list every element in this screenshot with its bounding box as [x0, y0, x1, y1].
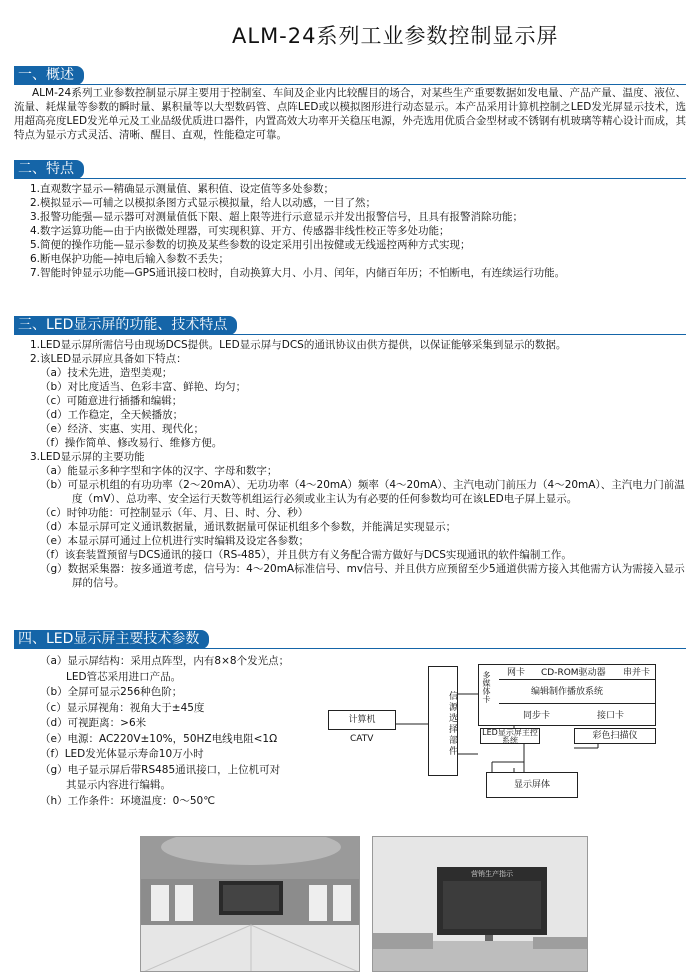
- list-item: （b）对比度适当、色彩丰富、鲜艳、均匀；: [40, 381, 247, 393]
- list-item: 1.直观数字显示—精确显示测量值、累积值、设定值等多处参数；: [30, 183, 335, 195]
- list-item: 5.简便的操作功能—显示参数的切换及某些参数的设定采用引出按健或无线遥控两种方式实现；: [30, 239, 471, 251]
- catv-label: CATV: [350, 734, 374, 744]
- display-body-box: 显示屏体: [486, 772, 578, 798]
- list-item: （e）本显示屏可通过上位机进行实时编辑及设定各参数；: [40, 535, 309, 547]
- list-item: （c）显示屏视角：视角大于±45度: [40, 701, 205, 714]
- list-item: （f）LED发光体显示寿命10万小时: [40, 748, 204, 760]
- section-rule: [14, 648, 686, 649]
- section-heading-overview: 一、概述: [14, 66, 84, 85]
- computer-box: 计算机: [328, 710, 396, 730]
- list-item: （c）可随意进行插播和编辑；: [40, 395, 183, 407]
- outdoor-sign-text: 营销生产指示: [471, 870, 513, 878]
- list-item: 其显示内容进行编辑。: [66, 779, 171, 791]
- color-scanner-box: 彩色扫描仪: [574, 728, 656, 744]
- section-rule: [14, 334, 686, 335]
- list-item: （a）能显示多种字型和字体的汉字、字母和数字；: [40, 465, 278, 477]
- sync-card-label: 同步卡: [523, 711, 551, 721]
- section-heading-led-functions: 三、LED显示屏的功能、技术特点: [14, 316, 237, 335]
- pc-card-box: [478, 664, 656, 726]
- list-item: （a）技术先进，造型美观；: [40, 367, 173, 379]
- section-rule: [14, 178, 686, 179]
- cdrom-label: CD-ROM驱动器: [541, 668, 606, 678]
- outdoor-illustration: [373, 837, 588, 972]
- section-heading-features: 二、特点: [14, 160, 84, 179]
- led-controller-box: LED显示屏主控系统: [480, 728, 540, 744]
- list-item: 7.智能时钟显示功能—GPS通讯接口校时，自动换算大月、小月、闰年，内储百年历；不怕断电，有连续运行功能。: [30, 267, 566, 279]
- source-select-box: 信源选择部件: [428, 666, 458, 776]
- list-item: 6.断电保护功能—掉电后输入参数不丢失；: [30, 253, 230, 265]
- list-item: （f）操作简单、修改易行、维修方便。: [40, 437, 223, 449]
- list-item: （e）经济、实惠、实用、现代化；: [40, 423, 204, 435]
- list-item: （a）显示屏结构：采用点阵型，内有8×8个发光点；: [40, 655, 290, 667]
- list-item: （g）数据采集器：按多通道考虑，信号为：4～20mA标准信号、mv信号、并且供方应预留至少5通道供需方接入其他需方认为需接入显示屏的信号。: [40, 563, 685, 589]
- list-item: （d）可视距离：>6米: [40, 717, 147, 729]
- list-item: 1.LED显示屏所需信号由现场DCS提供。LED显示屏与DCS的通讯协议由供方提供，以保证能够采集到显示的数据。: [30, 339, 567, 351]
- list-item: 3.LED显示屏的主要功能: [30, 451, 145, 463]
- overview-paragraph: ALM-24系列工业参数控制显示屏主要用于控制室、车间及企业内比较醒目的场合，对某些生产重要数据如发电量、产品产量、温度、液位、流量、耗煤量等参数的瞬时量、累积量等以大型数码管、点阵LED或以模拟图形进行动态显示。本产品采用计算机控制之LED发光屏显示技术，选用超高亮度LED发光单元及工业品级优质进口器件，内置高效大功率开关稳压电源，外壳选用优质合金型材或不锈钢有机玻璃等精心设计而成，其特点为显示方式灵活、清晰、醒目、直观，性能稳定可靠。: [14, 87, 686, 141]
- network-card-label: 网卡: [507, 668, 526, 678]
- list-item: （c）时钟功能：可控制显示（年、月、日、时、分、秒）: [40, 507, 309, 519]
- photo-hall-interior: [140, 836, 360, 972]
- list-item: （f）该套装置预留与DCS通讯的接口（RS-485），并且供方有义务配合需方做好与DCS实现通讯的软件编制工作。: [40, 549, 572, 561]
- page-title: ALM-24系列工业参数控制显示屏: [232, 24, 559, 48]
- list-item: 2.模拟显示—可辅之以模拟条图方式显示模拟量，给人以动感，一目了然；: [30, 197, 377, 209]
- list-item: （b）全屏可显示256种色阶；: [40, 686, 183, 698]
- section-rule: [14, 84, 686, 85]
- list-item: （g）电子显示屏后带RS485通讯接口，上位机可对: [40, 763, 281, 776]
- led-functions-list: [30, 338, 686, 590]
- system-diagram: [328, 664, 686, 804]
- list-item: 3.报警功能强—显示器可对测量值低下限、超上限等进行示意显示并发出报警信号，且具有报警消除功能；: [30, 211, 524, 223]
- list-item: 2.该LED显示屏应具备如下特点：: [30, 353, 187, 365]
- hall-illustration: [141, 837, 360, 972]
- list-item: （b）可显示机组的有功功率（2～20mA）、无功功率（4～20mA）频率（4～20mA）、主汽电动门前压力（4～20mA）、主汽电力门前温度（mV）、总功率、安全运行天数等机组运行必须或业主认为有必要的任何参数均可在该LED电子屏上显示。: [40, 479, 685, 505]
- list-item: （d）本显示屏可定义通讯数据量，通讯数据量可保证机组多个参数，并能满足实现显示；: [40, 521, 457, 533]
- edit-system-label: 编辑制作播放系统: [531, 687, 604, 697]
- multimedia-card-label: 多媒体卡: [482, 671, 491, 703]
- list-item: （d）工作稳定，全天候播放；: [40, 409, 184, 421]
- list-item: （h）工作条件：环境温度：0～50℃: [40, 794, 215, 807]
- serial-card-label: 串并卡: [623, 668, 651, 678]
- list-item: （e）电源：AC220V±10%，50HZ电线电阻<1Ω: [40, 732, 278, 745]
- interface-card-label: 接口卡: [597, 711, 625, 721]
- section-heading-tech-params: 四、LED显示屏主要技术参数: [14, 630, 209, 649]
- list-item: 4.数字运算功能—由于内嵌微处理器，可实现积算、开方、传感器非线性校正等多处功能；: [30, 225, 450, 237]
- features-list: [30, 182, 686, 280]
- list-item: LED管芯采用进口产品。: [66, 670, 182, 683]
- photo-outdoor-display: [372, 836, 588, 972]
